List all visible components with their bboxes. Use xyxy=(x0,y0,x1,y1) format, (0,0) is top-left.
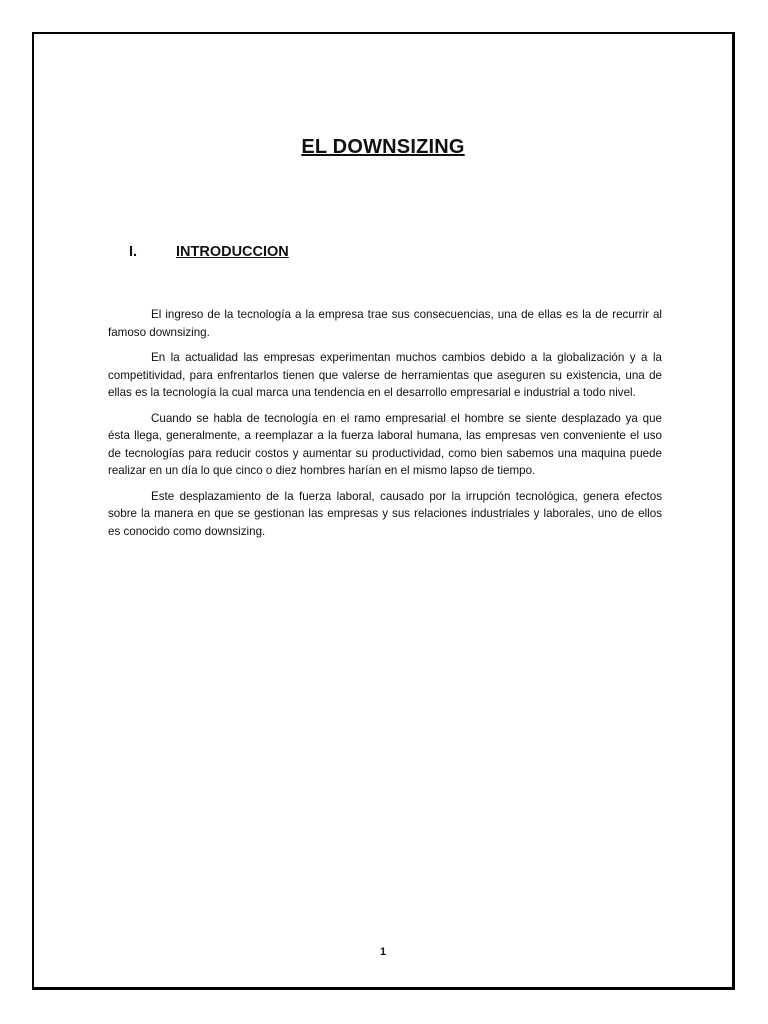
section-number: I. xyxy=(129,244,138,260)
paragraph: El ingreso de la tecnología a la empresa trae sus consecuencias, una de ellas es la de recurrir al famoso downsizing. xyxy=(108,308,662,339)
paragraph: En la actualidad las empresas experimentan muchos cambios debido a la globalización y a la competitividad, para enfrentarlos tienen que valerse de herramientas que aseguren su existencia, una de ellas es la tecnología la cual marca una tendencia en el desarrollo empresarial e industrial a todo nivel. xyxy=(108,351,662,399)
section-heading xyxy=(129,244,289,260)
document-page xyxy=(32,32,735,990)
section-title: INTRODUCCION xyxy=(176,244,289,260)
paragraph: Cuando se habla de tecnología en el ramo empresarial el hombre se siente desplazado ya que ésta llega, generalmente, a reemplazar a la fuerza laboral humana, las empresas ven conveniente el uso de tecnologías para reducir costos y aumentar su productividad, como bien sabemos una maquina puede realizar en un día lo que cinco o diez hombres harían en el mismo lapso de tiempo. xyxy=(108,411,662,477)
document-title: EL DOWNSIZING xyxy=(301,136,465,158)
body-text xyxy=(108,306,662,548)
paragraph: Este desplazamiento de la fuerza laboral, causado por la irrupción tecnológica, genera efectos sobre la manera en que se gestionan las empresas y sus relaciones industriales y laborales, uno de ellos es conocido como downsizing. xyxy=(108,489,662,538)
page-number: 1 xyxy=(379,946,387,958)
